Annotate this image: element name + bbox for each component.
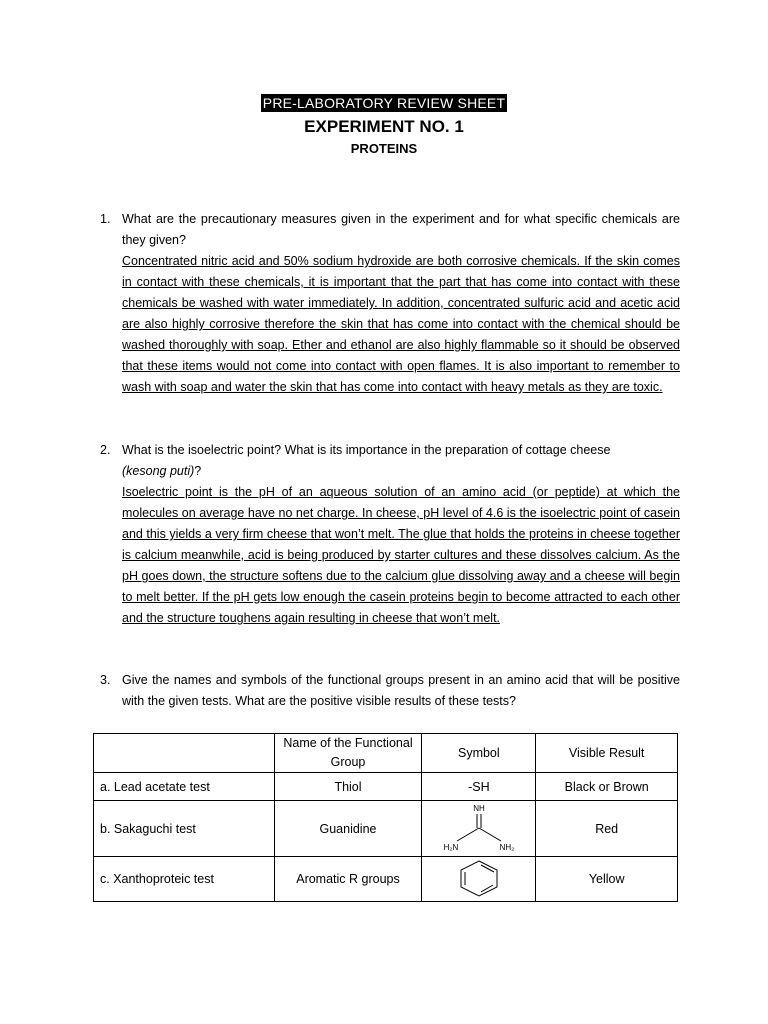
table-header — [94, 734, 275, 773]
functional-group: Aromatic R groups — [274, 857, 422, 902]
answer-text: Concentrated nitric acid and 50% sodium hydroxide are both corrosive chemicals. If the skin comes in contact with these chemicals, it is important that the part that has come into contact with these chemicals be washed with water immediately. In addition, concentrated sulfuric acid and acetic acid are also highly corrosive therefore the skin that has come into contact with the chemical should be washed thoroughly with soap. Ether and ethanol are also highly flammable so it should be observed that these items would not come into contact with open flames. It is also important to remember to wash with soap and water the skin that has come into contact with heavy metals as they are toxic. — [122, 254, 680, 394]
experiment-subject: PROTEINS — [350, 141, 418, 156]
functional-group: Guanidine — [274, 801, 422, 857]
table-row — [94, 773, 678, 801]
question-italic-term: (kesong puti) — [122, 464, 195, 478]
question-text: What is the isoelectric point? What is its importance in the preparation of cottage cheese (kesong puti)? — [122, 443, 611, 478]
answer-text: Isoelectric point is the pH of an aqueous solution of an amino acid (or peptide) at which the molecules on average have no net charge. In cheese, pH level of 4.6 is the isoelectric point of casein and this yields a very firm cheese that won’t melt. The glue that holds the proteins in cheese together is calcium meanwhile, acid is being produced by starter cultures and these dissolves calcium. As the pH goes down, the structure softens due to the calcium glue dissolving away and a cheese will begin to melt better. If the pH gets low enough the casein proteins begin to become attracted to each other and the structure toughens again resulting in cheese that won’t melt. — [122, 485, 680, 625]
symbol — [422, 801, 536, 857]
guanidine-structure-icon — [429, 801, 529, 853]
table-header: Visible Result — [536, 734, 678, 773]
visible-result: Yellow — [536, 857, 678, 902]
guanidine-h2n-label: H₂N — [443, 843, 459, 852]
experiment-title: EXPERIMENT NO. 1 — [304, 117, 464, 136]
table-row — [94, 801, 678, 857]
symbol — [422, 857, 536, 902]
visible-result: Red — [536, 801, 678, 857]
test-name: c. Xanthoproteic test — [94, 857, 275, 902]
functional-group: Thiol — [274, 773, 422, 801]
benzene-ring-icon — [454, 858, 504, 898]
table-row — [94, 857, 678, 902]
question-number: 1. — [100, 212, 111, 226]
question-text: Give the names and symbols of the functional groups present in an amino acid that will be positive with the given tests. What are the positive visible results of these tests? — [122, 673, 680, 708]
question-text: What are the precautionary measures given in the experiment and for what specific chemicals are they given? — [122, 212, 680, 247]
guanidine-nh-label: NH — [473, 804, 485, 813]
question-2 — [100, 440, 680, 629]
symbol: -SH — [422, 773, 536, 801]
question-3 — [100, 670, 680, 712]
question-number: 2. — [100, 443, 111, 457]
guanidine-nh2-label: NH₂ — [499, 843, 515, 852]
test-name: a. Lead acetate test — [94, 773, 275, 801]
table-header-row — [94, 734, 678, 773]
table-header: Name of the Functional Group — [274, 734, 422, 773]
functional-group-table — [93, 733, 678, 902]
test-name: b. Sakaguchi test — [94, 801, 275, 857]
question-number: 3. — [100, 673, 111, 687]
question-1 — [100, 209, 680, 398]
table-header: Symbol — [422, 734, 536, 773]
visible-result: Black or Brown — [536, 773, 678, 801]
sheet-title: PRE-LABORATORY REVIEW SHEET — [262, 95, 506, 111]
